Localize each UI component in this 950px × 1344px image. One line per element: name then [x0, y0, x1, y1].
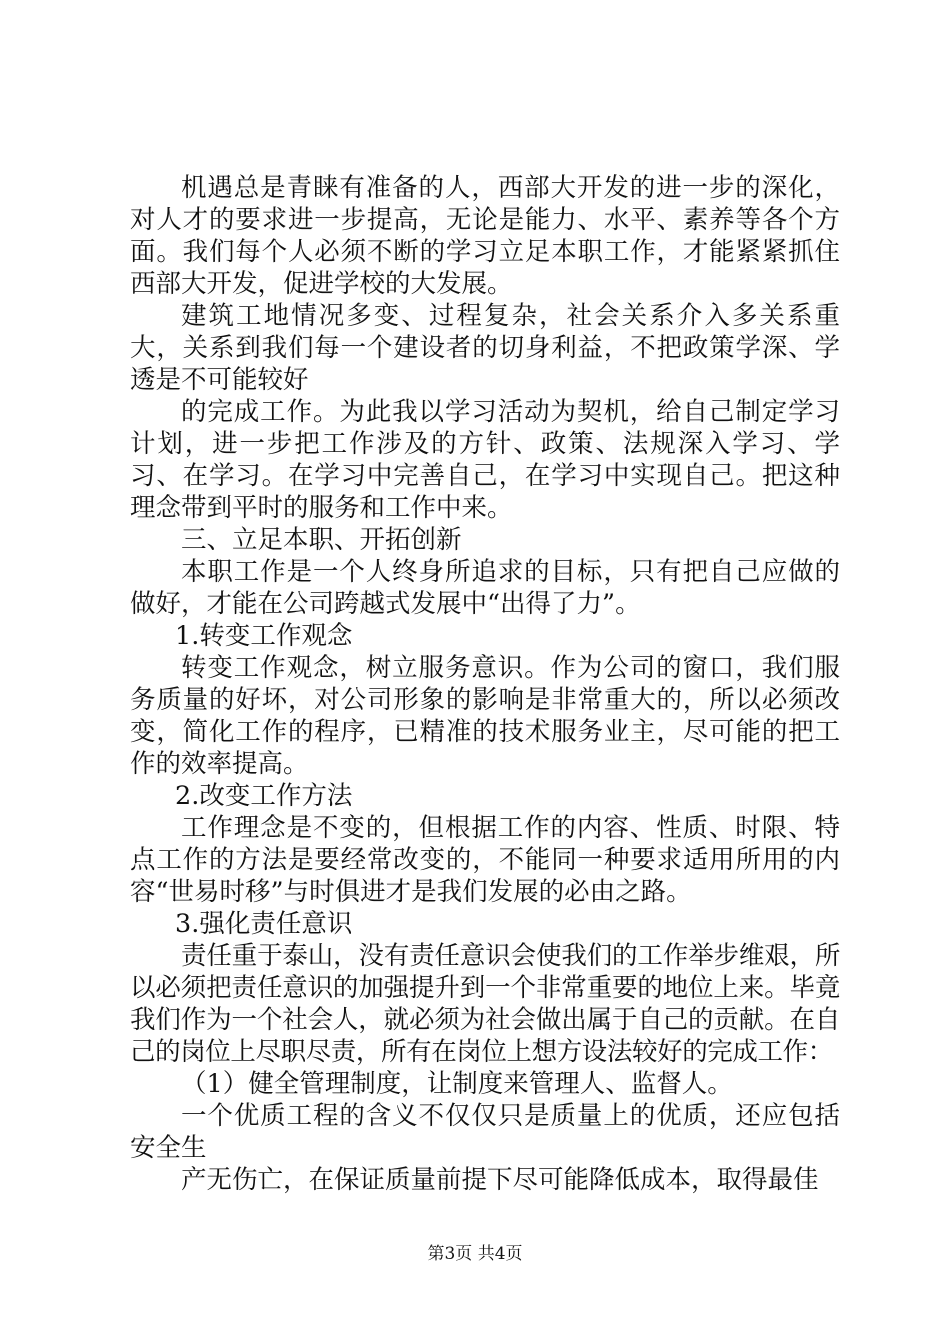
page-number-footer: 第3页 共4页 — [427, 1244, 523, 1264]
paragraph-work-method: 工作理念是不变的，但根据工作的内容、性质、时限、特点工作的方法是要经常改变的，不能同一种要求适用所用的内容“世易时移”与时俱进才是我们发展的必由之路。 — [130, 813, 840, 907]
list-item-1: （1）健全管理制度，让制度来管理人、监督人。 — [181, 1069, 733, 1099]
subheading-1: 1.转变工作观念 — [175, 621, 353, 651]
paragraph-complete-work: 的完成工作。为此我以学习活动为契机，给自己制定学习计划，进一步把工作涉及的方针、政策、法规深入学习、学习、在学习。在学习中完善自己，在学习中实现自己。把这种理念带到平时的服务和工作中来。 — [130, 397, 840, 523]
paragraph-job-goal: 本职工作是一个人终身所追求的目标，只有把自己应做的做好，才能在公司跨越式发展中“出得了力”。 — [130, 557, 840, 619]
section-heading-3: 三、立足本职、开拓创新 — [181, 525, 462, 555]
paragraph-opportunity: 机遇总是青睐有准备的人，西部大开发的进一步的深化，对人才的要求进一步提高，无论是能力、水平、素养等各个方面。我们每个人必须不断的学习立足本职工作，才能紧紧抓住西部大开发，促进学校的大发展。 — [130, 173, 840, 299]
paragraph-safety-cost: 产无伤亡，在保证质量前提下尽可能降低成本，取得最佳 — [181, 1165, 819, 1195]
paragraph-service-awareness: 转变工作观念，树立服务意识。作为公司的窗口，我们服务质量的好坏，对公司形象的影响是非常重大的，所以必须改变，简化工作的程序，已精准的技术服务业主，尽可能的把工作的效率提高。 — [130, 653, 840, 779]
subheading-3: 3.强化责任意识 — [175, 909, 353, 939]
paragraph-construction-site: 建筑工地情况多变、过程复杂，社会关系介入多关系重大，关系到我们每一个建设者的切身利益，不把政策学深、学透是不可能较好 — [130, 301, 840, 395]
subheading-2: 2.改变工作方法 — [175, 781, 353, 811]
document-body — [130, 172, 840, 1196]
paragraph-quality-project: 一个优质工程的含义不仅仅只是质量上的优质，还应包括安全生 — [130, 1101, 840, 1163]
paragraph-responsibility: 责任重于泰山，没有责任意识会使我们的工作举步维艰，所以必须把责任意识的加强提升到一个非常重要的地位上来。毕竟我们作为一个社会人，就必须为社会做出属于自己的贡献。在自己的岗位上尽职尽责，所有在岗位上想方设法较好的完成工作： — [130, 941, 840, 1067]
